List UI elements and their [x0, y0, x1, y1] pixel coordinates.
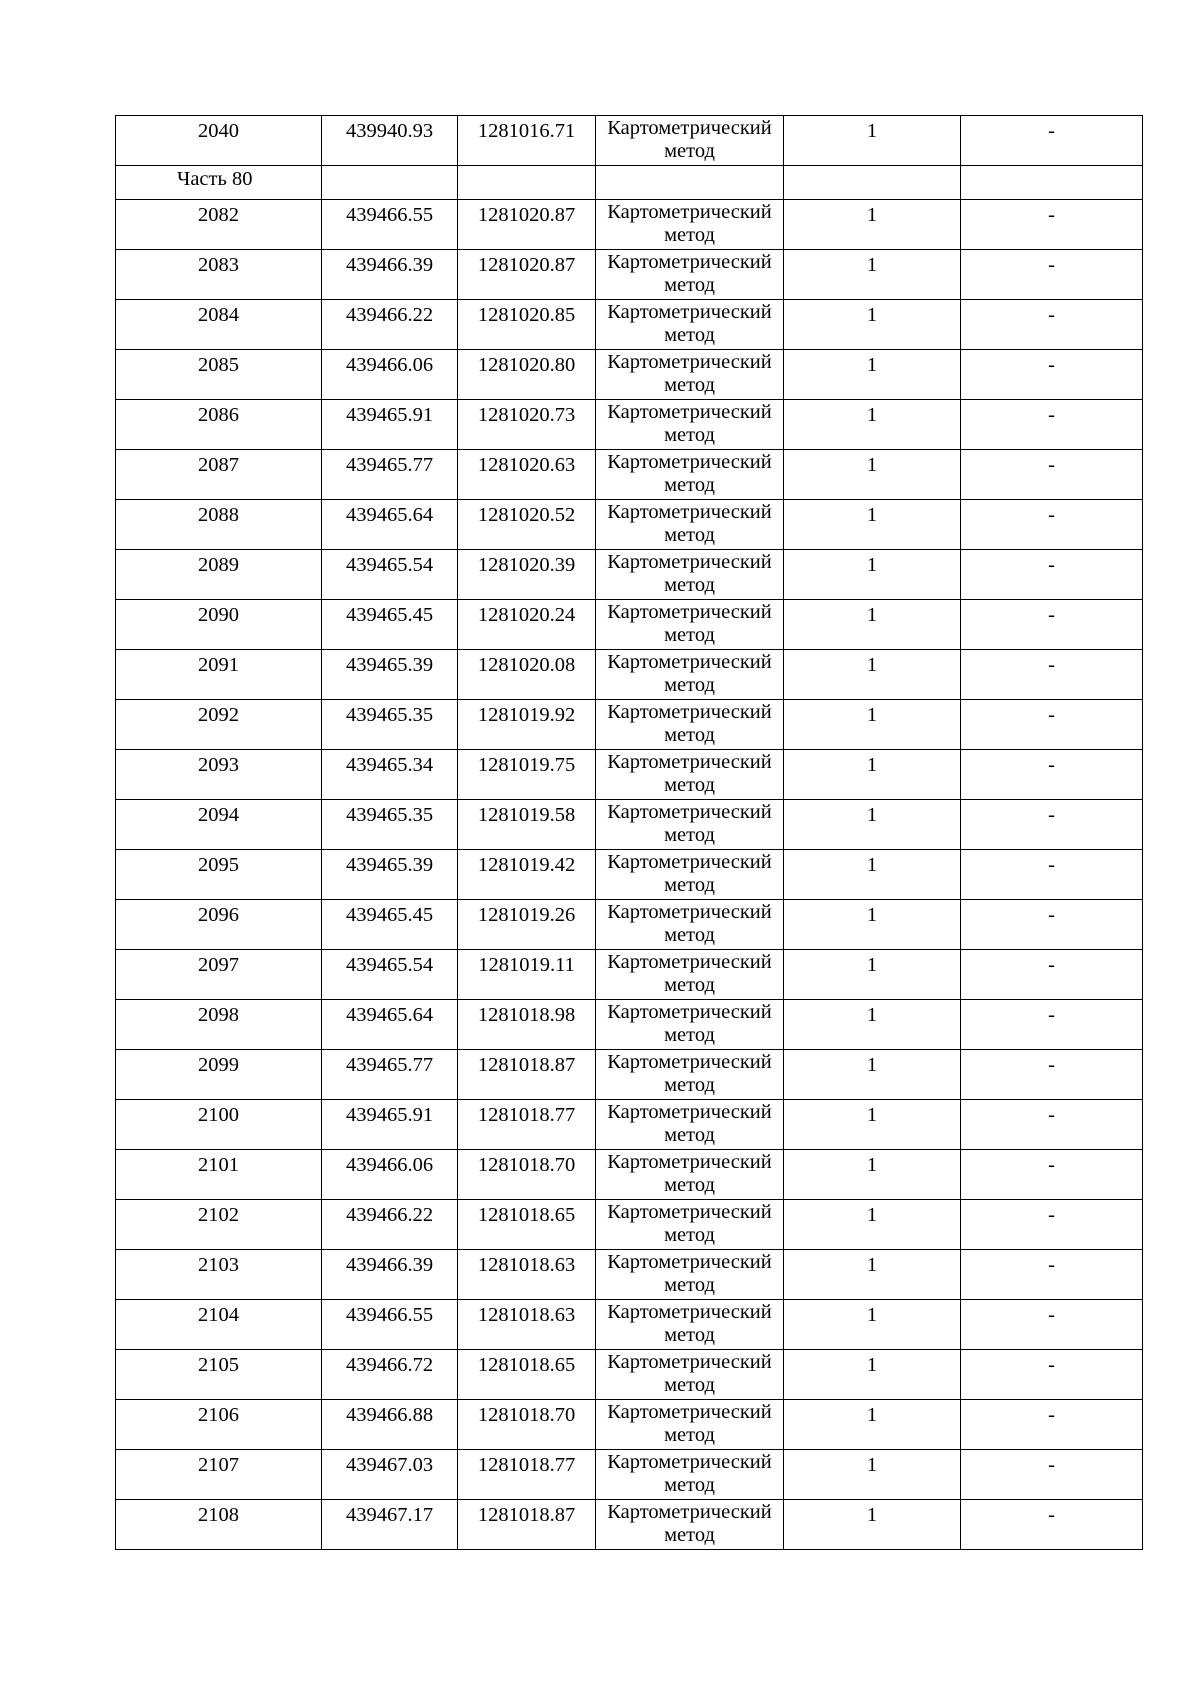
- method-text: Картометрический: [607, 301, 772, 323]
- method-text: метод: [664, 1224, 715, 1246]
- table-row: [116, 1500, 1143, 1550]
- x-coordinate-cell: 439466.55: [322, 200, 458, 250]
- method-text: метод: [664, 724, 715, 746]
- method-cell: [596, 350, 784, 400]
- note-cell: -: [961, 1000, 1143, 1050]
- method-text: Картометрический: [607, 1151, 772, 1173]
- y-coordinate-cell: 1281018.65: [458, 1200, 596, 1250]
- method-text: метод: [664, 1274, 715, 1296]
- y-coordinate-cell: 1281020.80: [458, 350, 596, 400]
- x-coordinate-cell: 439465.39: [322, 850, 458, 900]
- method-text: метод: [664, 1524, 715, 1546]
- method-cell: [596, 1300, 784, 1350]
- note-cell: -: [961, 700, 1143, 750]
- method-text: Картометрический: [607, 201, 772, 223]
- y-coordinate-cell: 1281018.70: [458, 1400, 596, 1450]
- method-cell: [596, 1500, 784, 1550]
- precision-cell: 1: [784, 116, 961, 166]
- precision-cell: 1: [784, 1100, 961, 1150]
- method-text: метод: [664, 974, 715, 996]
- method-cell: [596, 600, 784, 650]
- point-number-cell: 2090: [116, 600, 322, 650]
- precision-cell: 1: [784, 1050, 961, 1100]
- table-row: [116, 1400, 1143, 1450]
- method-text: метод: [664, 824, 715, 846]
- y-coordinate-cell: 1281020.63: [458, 450, 596, 500]
- precision-cell: 1: [784, 650, 961, 700]
- table-row: [116, 1300, 1143, 1350]
- method-text: Картометрический: [607, 251, 772, 273]
- y-coordinate-cell: 1281020.87: [458, 200, 596, 250]
- method-text: метод: [664, 274, 715, 296]
- y-coordinate-cell: 1281020.52: [458, 500, 596, 550]
- method-cell: [596, 500, 784, 550]
- precision-cell: 1: [784, 1000, 961, 1050]
- coordinates-table: [115, 115, 1143, 1550]
- point-number-cell: 2040: [116, 116, 322, 166]
- note-cell: -: [961, 750, 1143, 800]
- table-row: [116, 500, 1143, 550]
- table-row: [116, 850, 1143, 900]
- method-text: метод: [664, 224, 715, 246]
- point-number-cell: 2100: [116, 1100, 322, 1150]
- note-cell: -: [961, 450, 1143, 500]
- y-coordinate-cell: 1281018.63: [458, 1300, 596, 1350]
- x-coordinate-cell: 439465.45: [322, 600, 458, 650]
- point-number-cell: 2096: [116, 900, 322, 950]
- precision-cell: 1: [784, 1150, 961, 1200]
- precision-cell: 1: [784, 350, 961, 400]
- method-text: Картометрический: [607, 1251, 772, 1273]
- method-text: Картометрический: [607, 751, 772, 773]
- table-row: [116, 400, 1143, 450]
- y-coordinate-cell: 1281018.77: [458, 1100, 596, 1150]
- method-text: Картометрический: [607, 801, 772, 823]
- method-text: Картометрический: [607, 1451, 772, 1473]
- point-number-cell: 2083: [116, 250, 322, 300]
- method-text: Картометрический: [607, 601, 772, 623]
- point-number-cell: 2095: [116, 850, 322, 900]
- x-coordinate-cell: 439465.45: [322, 900, 458, 950]
- y-coordinate-cell: 1281016.71: [458, 116, 596, 166]
- table-row: [116, 116, 1143, 166]
- method-cell: [596, 400, 784, 450]
- y-coordinate-cell: 1281019.26: [458, 900, 596, 950]
- method-text: Картометрический: [607, 1001, 772, 1023]
- note-cell: -: [961, 1450, 1143, 1500]
- note-cell: -: [961, 1050, 1143, 1100]
- method-text: метод: [664, 474, 715, 496]
- x-coordinate-cell: 439465.54: [322, 550, 458, 600]
- method-text: метод: [664, 1024, 715, 1046]
- point-number-cell: 2108: [116, 1500, 322, 1550]
- x-coordinate-cell: 439466.39: [322, 250, 458, 300]
- precision-cell: 1: [784, 900, 961, 950]
- method-cell: [596, 1200, 784, 1250]
- note-cell: -: [961, 300, 1143, 350]
- y-coordinate-cell: 1281020.39: [458, 550, 596, 600]
- table-row: [116, 450, 1143, 500]
- table-row: [116, 1050, 1143, 1100]
- method-text: метод: [664, 1124, 715, 1146]
- x-coordinate-cell: 439466.39: [322, 1250, 458, 1300]
- method-text: Картометрический: [607, 1051, 772, 1073]
- point-number-cell: 2093: [116, 750, 322, 800]
- note-cell: -: [961, 1200, 1143, 1250]
- y-coordinate-cell: 1281018.77: [458, 1450, 596, 1500]
- y-coordinate-cell: 1281020.73: [458, 400, 596, 450]
- note-cell: -: [961, 1350, 1143, 1400]
- point-number-cell: 2107: [116, 1450, 322, 1500]
- method-cell: [596, 550, 784, 600]
- method-text: метод: [664, 374, 715, 396]
- y-coordinate-cell: 1281018.87: [458, 1050, 596, 1100]
- x-coordinate-cell: 439465.35: [322, 800, 458, 850]
- method-cell: [596, 750, 784, 800]
- method-cell: [596, 1350, 784, 1400]
- point-number-cell: 2092: [116, 700, 322, 750]
- method-text: метод: [664, 624, 715, 646]
- x-coordinate-cell: 439465.64: [322, 500, 458, 550]
- x-coordinate-cell: 439466.72: [322, 1350, 458, 1400]
- empty-cell: [596, 166, 784, 200]
- point-number-cell: 2099: [116, 1050, 322, 1100]
- method-cell: [596, 650, 784, 700]
- method-text: метод: [664, 1424, 715, 1446]
- note-cell: -: [961, 850, 1143, 900]
- table-row: [116, 1450, 1143, 1500]
- precision-cell: 1: [784, 1350, 961, 1400]
- table-row: [116, 700, 1143, 750]
- x-coordinate-cell: 439466.22: [322, 1200, 458, 1250]
- method-text: Картометрический: [607, 501, 772, 523]
- precision-cell: 1: [784, 1500, 961, 1550]
- note-cell: -: [961, 1500, 1143, 1550]
- method-text: Картометрический: [607, 1201, 772, 1223]
- x-coordinate-cell: 439465.77: [322, 450, 458, 500]
- precision-cell: 1: [784, 450, 961, 500]
- point-number-cell: 2082: [116, 200, 322, 250]
- method-cell: [596, 1150, 784, 1200]
- y-coordinate-cell: 1281018.87: [458, 1500, 596, 1550]
- point-number-cell: 2086: [116, 400, 322, 450]
- y-coordinate-cell: 1281018.63: [458, 1250, 596, 1300]
- precision-cell: 1: [784, 500, 961, 550]
- y-coordinate-cell: 1281019.11: [458, 950, 596, 1000]
- note-cell: -: [961, 800, 1143, 850]
- method-cell: [596, 1100, 784, 1150]
- y-coordinate-cell: 1281020.87: [458, 250, 596, 300]
- y-coordinate-cell: 1281020.85: [458, 300, 596, 350]
- method-text: метод: [664, 1474, 715, 1496]
- table-row: [116, 1000, 1143, 1050]
- precision-cell: 1: [784, 1300, 961, 1350]
- point-number-cell: 2101: [116, 1150, 322, 1200]
- precision-cell: 1: [784, 1250, 961, 1300]
- note-cell: -: [961, 116, 1143, 166]
- method-text: Картометрический: [607, 1401, 772, 1423]
- table-row: [116, 1150, 1143, 1200]
- method-cell: [596, 950, 784, 1000]
- y-coordinate-cell: 1281018.70: [458, 1150, 596, 1200]
- point-number-cell: 2102: [116, 1200, 322, 1250]
- y-coordinate-cell: 1281020.08: [458, 650, 596, 700]
- precision-cell: 1: [784, 400, 961, 450]
- method-text: метод: [664, 524, 715, 546]
- precision-cell: 1: [784, 750, 961, 800]
- method-text: Картометрический: [607, 651, 772, 673]
- table-row: [116, 1100, 1143, 1150]
- method-cell: [596, 700, 784, 750]
- note-cell: -: [961, 1400, 1143, 1450]
- method-text: метод: [664, 774, 715, 796]
- method-text: Картометрический: [607, 451, 772, 473]
- note-cell: -: [961, 250, 1143, 300]
- precision-cell: 1: [784, 250, 961, 300]
- x-coordinate-cell: 439465.35: [322, 700, 458, 750]
- method-text: метод: [664, 324, 715, 346]
- point-number-cell: 2084: [116, 300, 322, 350]
- method-cell: [596, 800, 784, 850]
- point-number-cell: 2097: [116, 950, 322, 1000]
- note-cell: -: [961, 1250, 1143, 1300]
- note-cell: -: [961, 1150, 1143, 1200]
- method-text: метод: [664, 574, 715, 596]
- method-text: метод: [664, 424, 715, 446]
- table-row: [116, 750, 1143, 800]
- section-label: Часть 80: [116, 166, 322, 200]
- method-cell: [596, 1050, 784, 1100]
- note-cell: -: [961, 900, 1143, 950]
- x-coordinate-cell: 439466.88: [322, 1400, 458, 1450]
- x-coordinate-cell: 439465.64: [322, 1000, 458, 1050]
- method-text: Картометрический: [607, 117, 772, 139]
- y-coordinate-cell: 1281019.58: [458, 800, 596, 850]
- x-coordinate-cell: 439466.06: [322, 1150, 458, 1200]
- point-number-cell: 2104: [116, 1300, 322, 1350]
- method-text: Картометрический: [607, 351, 772, 373]
- precision-cell: 1: [784, 1200, 961, 1250]
- method-cell: [596, 1000, 784, 1050]
- precision-cell: 1: [784, 200, 961, 250]
- point-number-cell: 2094: [116, 800, 322, 850]
- note-cell: -: [961, 1300, 1143, 1350]
- note-cell: -: [961, 400, 1143, 450]
- table-row: [116, 900, 1143, 950]
- x-coordinate-cell: 439465.54: [322, 950, 458, 1000]
- precision-cell: 1: [784, 850, 961, 900]
- table-row: [116, 1200, 1143, 1250]
- empty-cell: [322, 166, 458, 200]
- point-number-cell: 2103: [116, 1250, 322, 1300]
- note-cell: -: [961, 550, 1143, 600]
- point-number-cell: 2085: [116, 350, 322, 400]
- precision-cell: 1: [784, 1450, 961, 1500]
- note-cell: -: [961, 200, 1143, 250]
- method-cell: [596, 300, 784, 350]
- method-cell: [596, 450, 784, 500]
- x-coordinate-cell: 439466.22: [322, 300, 458, 350]
- precision-cell: 1: [784, 300, 961, 350]
- point-number-cell: 2087: [116, 450, 322, 500]
- precision-cell: 1: [784, 550, 961, 600]
- method-text: Картометрический: [607, 951, 772, 973]
- precision-cell: 1: [784, 1400, 961, 1450]
- x-coordinate-cell: 439466.55: [322, 1300, 458, 1350]
- point-number-cell: 2089: [116, 550, 322, 600]
- point-number-cell: 2091: [116, 650, 322, 700]
- note-cell: -: [961, 1100, 1143, 1150]
- method-text: метод: [664, 1074, 715, 1096]
- y-coordinate-cell: 1281019.75: [458, 750, 596, 800]
- method-text: метод: [664, 140, 715, 162]
- x-coordinate-cell: 439465.91: [322, 400, 458, 450]
- x-coordinate-cell: 439467.17: [322, 1500, 458, 1550]
- method-cell: [596, 850, 784, 900]
- table-row: [116, 550, 1143, 600]
- x-coordinate-cell: 439465.34: [322, 750, 458, 800]
- method-text: Картометрический: [607, 1351, 772, 1373]
- x-coordinate-cell: 439465.39: [322, 650, 458, 700]
- method-text: Картометрический: [607, 1301, 772, 1323]
- precision-cell: 1: [784, 700, 961, 750]
- y-coordinate-cell: 1281019.42: [458, 850, 596, 900]
- precision-cell: 1: [784, 950, 961, 1000]
- point-number-cell: 2088: [116, 500, 322, 550]
- y-coordinate-cell: 1281018.65: [458, 1350, 596, 1400]
- note-cell: -: [961, 500, 1143, 550]
- method-text: Картометрический: [607, 901, 772, 923]
- method-text: метод: [664, 1374, 715, 1396]
- x-coordinate-cell: 439466.06: [322, 350, 458, 400]
- empty-cell: [961, 166, 1143, 200]
- method-text: Картометрический: [607, 851, 772, 873]
- method-text: метод: [664, 874, 715, 896]
- method-cell: [596, 250, 784, 300]
- note-cell: -: [961, 950, 1143, 1000]
- coordinates-table-body: [116, 116, 1143, 1550]
- table-row: [116, 800, 1143, 850]
- note-cell: -: [961, 600, 1143, 650]
- method-text: метод: [664, 924, 715, 946]
- y-coordinate-cell: 1281020.24: [458, 600, 596, 650]
- table-row: [116, 300, 1143, 350]
- method-text: метод: [664, 1174, 715, 1196]
- empty-cell: [784, 166, 961, 200]
- section-header-row: [116, 166, 1143, 200]
- note-cell: -: [961, 650, 1143, 700]
- precision-cell: 1: [784, 600, 961, 650]
- method-cell: [596, 1400, 784, 1450]
- table-row: [116, 650, 1143, 700]
- table-row: [116, 250, 1143, 300]
- method-text: Картометрический: [607, 1101, 772, 1123]
- method-cell: [596, 1450, 784, 1500]
- point-number-cell: 2106: [116, 1400, 322, 1450]
- method-text: метод: [664, 1324, 715, 1346]
- table-row: [116, 600, 1143, 650]
- table-row: [116, 950, 1143, 1000]
- x-coordinate-cell: 439465.91: [322, 1100, 458, 1150]
- table-row: [116, 350, 1143, 400]
- method-text: Картометрический: [607, 551, 772, 573]
- method-text: Картометрический: [607, 1501, 772, 1523]
- y-coordinate-cell: 1281019.92: [458, 700, 596, 750]
- method-text: метод: [664, 674, 715, 696]
- method-text: Картометрический: [607, 401, 772, 423]
- precision-cell: 1: [784, 800, 961, 850]
- table-row: [116, 1350, 1143, 1400]
- method-text: Картометрический: [607, 701, 772, 723]
- x-coordinate-cell: 439467.03: [322, 1450, 458, 1500]
- y-coordinate-cell: 1281018.98: [458, 1000, 596, 1050]
- x-coordinate-cell: 439465.77: [322, 1050, 458, 1100]
- point-number-cell: 2098: [116, 1000, 322, 1050]
- table-row: [116, 1250, 1143, 1300]
- method-cell: [596, 200, 784, 250]
- x-coordinate-cell: 439940.93: [322, 116, 458, 166]
- method-cell: [596, 1250, 784, 1300]
- table-row: [116, 200, 1143, 250]
- method-cell: [596, 900, 784, 950]
- empty-cell: [458, 166, 596, 200]
- note-cell: -: [961, 350, 1143, 400]
- method-cell: [596, 116, 784, 166]
- point-number-cell: 2105: [116, 1350, 322, 1400]
